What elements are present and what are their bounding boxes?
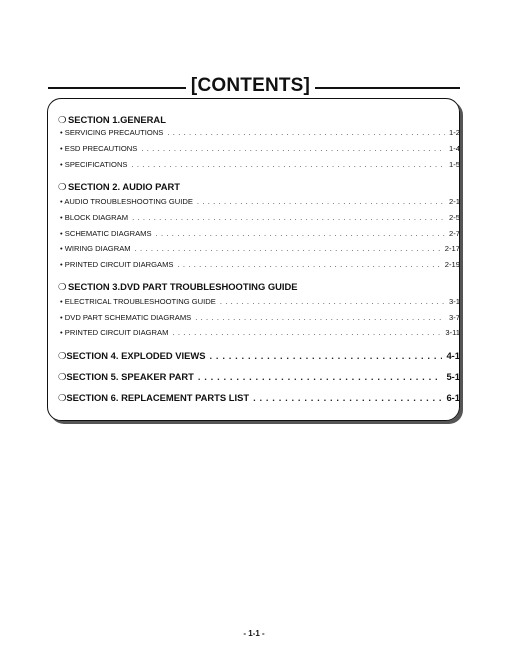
- leader-dots: [172, 328, 441, 338]
- title-rule-right: [315, 87, 460, 89]
- circle-bullet-icon: ❍: [58, 181, 67, 192]
- toc-entry[interactable]: [60, 328, 460, 338]
- leader-dots: [195, 313, 445, 323]
- toc-entry[interactable]: [60, 244, 460, 254]
- toc-entry-label: • SERVICING PRECAUTIONS: [60, 128, 164, 137]
- section-heading[interactable]: [58, 181, 180, 193]
- toc-entry-page: 1-2: [449, 128, 460, 137]
- leader-dots: [197, 197, 445, 207]
- toc-entry-page: 2-17: [444, 244, 460, 253]
- toc-entry[interactable]: [60, 213, 460, 223]
- circle-bullet-icon: ❍: [58, 371, 67, 382]
- toc-entry-page: 2-5: [449, 213, 460, 222]
- leader-dots: [210, 350, 443, 362]
- toc-entry[interactable]: [60, 229, 460, 239]
- section-heading-label: SECTION 1.GENERAL: [68, 114, 166, 125]
- leader-dots: [177, 260, 440, 270]
- toc-entry-label: • WIRING DIAGRAM: [60, 244, 131, 253]
- toc-entry-page: 2-1: [449, 197, 460, 206]
- toc-entry-page: 6-1: [446, 392, 460, 403]
- toc-entry[interactable]: [60, 144, 460, 154]
- title-rule-left: [48, 87, 186, 89]
- toc-entry[interactable]: [60, 297, 460, 307]
- toc-entry-page: 3-7: [449, 313, 460, 322]
- leader-dots: [132, 213, 445, 223]
- toc-entry-page: 1-5: [449, 160, 460, 169]
- leader-dots: [220, 297, 445, 307]
- section-heading-label: SECTION 2. AUDIO PART: [68, 181, 180, 192]
- circle-bullet-icon: ❍: [58, 392, 67, 403]
- toc-entry-label: • PRINTED CIRCUIT DIAGRAM: [60, 328, 169, 337]
- toc-entry-label: • AUDIO TROUBLESHOOTING GUIDE: [60, 197, 193, 206]
- leader-dots: [253, 392, 442, 404]
- leader-dots: [135, 244, 441, 254]
- toc-main-entry[interactable]: [58, 350, 460, 362]
- toc-entry-label: SECTION 4. EXPLODED VIEWS: [66, 350, 206, 361]
- toc-entry-label: • SPECIFICATIONS: [60, 160, 128, 169]
- section-heading-label: SECTION 3.DVD PART TROUBLESHOOTING GUIDE: [68, 281, 298, 292]
- toc-entry-label: SECTION 5. SPEAKER PART: [66, 371, 194, 382]
- toc-entry[interactable]: [60, 197, 460, 207]
- leader-dots: [141, 144, 445, 154]
- circle-bullet-icon: ❍: [58, 281, 67, 292]
- toc-entry-page: 4-1: [446, 350, 460, 361]
- toc-entry-label: • ESD PRECAUTIONS: [60, 144, 138, 153]
- circle-bullet-icon: ❍: [58, 350, 67, 361]
- toc-entry-page: 1-4: [449, 144, 460, 153]
- toc-entry-label: • SCHEMATIC DIAGRAMS: [60, 229, 152, 238]
- toc-entry[interactable]: [60, 128, 460, 138]
- toc-entry[interactable]: [60, 260, 460, 270]
- toc-entry-page: 5-1: [446, 371, 460, 382]
- section-heading[interactable]: [58, 114, 166, 126]
- leader-dots: [132, 160, 446, 170]
- toc-entry-page: 3-1: [449, 297, 460, 306]
- toc-entry-label: • BLOCK DIAGRAM: [60, 213, 129, 222]
- toc-entry[interactable]: [60, 313, 460, 323]
- toc-entry-page: 3-11: [445, 328, 460, 337]
- leader-dots: [198, 371, 443, 383]
- leader-dots: [167, 128, 445, 138]
- toc-entry-page: 2-7: [449, 229, 460, 238]
- circle-bullet-icon: ❍: [58, 114, 67, 125]
- section-heading[interactable]: [58, 281, 298, 293]
- toc-entry-label: • DVD PART SCHEMATIC DIAGRAMS: [60, 313, 192, 322]
- toc-entry-label: • ELECTRICAL TROUBLESHOOTING GUIDE: [60, 297, 216, 306]
- toc-main-entry[interactable]: [58, 371, 460, 383]
- toc-main-entry[interactable]: [58, 392, 460, 404]
- toc-entry-page: 2-19: [444, 260, 460, 269]
- page-title: [CONTENTS]: [190, 75, 311, 96]
- toc-entry-label: • PRINTED CIRCUIT DIARGAMS: [60, 260, 174, 269]
- toc-entry[interactable]: [60, 160, 460, 170]
- page-number: - 1-1 -: [243, 629, 265, 638]
- toc-entry-label: SECTION 6. REPLACEMENT PARTS LIST: [66, 392, 250, 403]
- leader-dots: [156, 229, 445, 239]
